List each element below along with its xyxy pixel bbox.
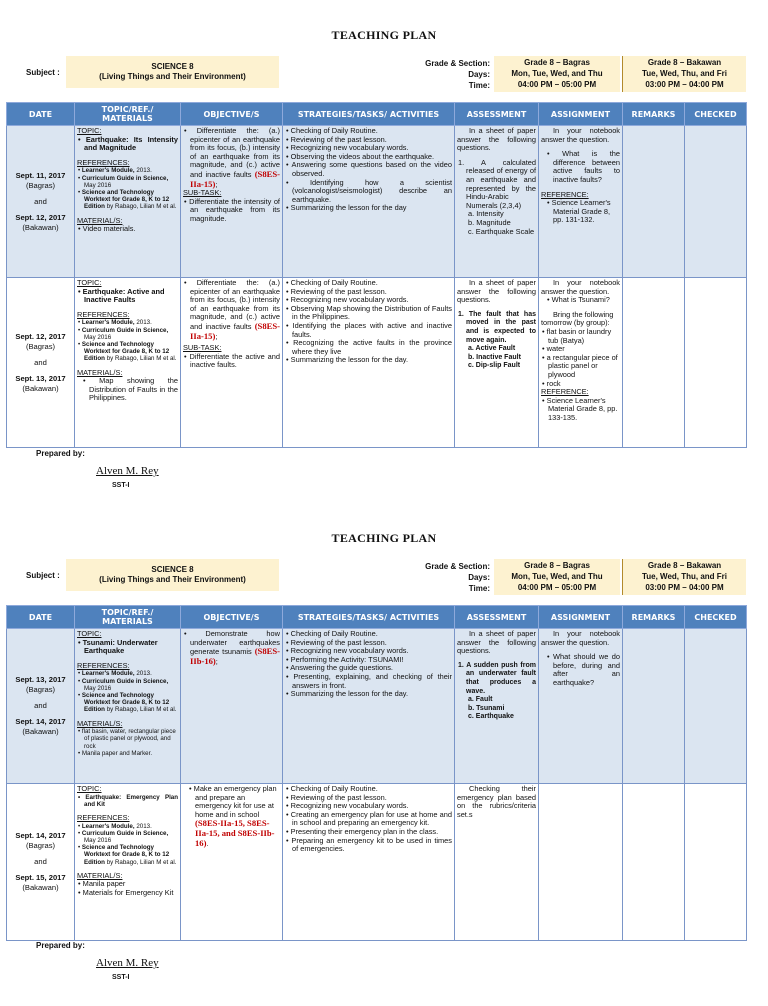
assessment-intro: Checking their emergency plan based on the rubrics/criteria set.s [457,784,536,819]
table-row [7,629,747,784]
assignment-intro: In your notebook answer the question. [541,278,620,296]
date-start: Sept. 13, 2017 [15,675,66,684]
assessment-question: 1. The fault that has moved in the past and is expected to move again. [458,310,536,344]
bagras-schedule [494,559,620,595]
header-date: DATE [7,606,75,629]
assessment-question: 1. A sudden push from an underwater fault that produces a wave. [458,661,536,695]
grade-section-label: Grade & Section: [425,562,490,571]
date-end: Sept. 13, 2017 [15,373,66,383]
grade-section-labels [400,58,490,91]
header-topic: TOPIC/REF./ MATERIALS [75,606,181,629]
plan-table [6,102,747,448]
checked-cell [685,784,747,941]
bagras-grade: Grade 8 – Bagras [524,58,590,67]
assignment-cell [539,278,623,448]
references-label: REFERENCES: [77,660,130,670]
subtask-text: • Differentiate the intensity of an earthquake from its magnitude. [183,198,280,224]
date-and: and [34,196,47,206]
reference-item: • Learner's Module, 2013. [77,670,178,677]
date-start: Sept. 12, 2017 [15,331,66,341]
assessment-intro: In a sheet of paper answer the following questions. [457,278,536,305]
strategy-item: • Identifying the places with active and inactive faults. [285,322,452,339]
reference-item: • Learner's Module, 2013. [77,823,178,830]
preparer-name: Alven M. Rey [96,957,159,969]
header-checked: CHECKED [685,606,747,629]
assignment-reference-label: REFERENCE: [541,387,589,397]
reference-item: • Curriculum Guide in Science, May 2016 [77,830,178,844]
strategy-item: • Creating an emergency plan for use at home and in school and preparing an emergency kit. [285,811,452,828]
strategy-item: • Answering the guide questions. [285,664,452,673]
page-title: TEACHING PLAN [331,531,437,545]
topic-title: • Earthquake: Active and Inactive Faults [77,288,178,305]
assessment-option: a. Intensity [468,209,504,219]
assessment-option: a. Active Fault [468,345,516,353]
checked-cell [685,278,747,448]
subject-name: SCIENCE 8 [151,565,194,574]
header-objectives: OBJECTIVE/S [181,606,283,629]
bakawan-grade: Grade 8 – Bakawan [647,561,722,570]
strategies-cell [283,629,455,784]
assignment-item: • What should we do before, during and after an earthquake? [541,653,620,687]
header-strategies: STRATEGIES/TASKS/ ACTIVITIES [283,103,455,126]
materials-label: MATERIAL/S: [77,718,123,728]
table-header-row [7,103,747,126]
assessment-cell [455,278,539,448]
strategy-item: • Preparing an emergency kit to be used in times of emergencies. [285,837,452,854]
plan-table [6,605,747,941]
date-cell [7,629,75,784]
strategies-cell [283,784,455,941]
bagras-time: 04:00 PM – 05:00 PM [517,80,597,89]
strategy-item: • Checking of Daily Routine. [285,279,452,288]
header-remarks: REMARKS [623,606,685,629]
checked-cell [685,629,747,784]
assessment-option: a. Fault [468,696,493,704]
objective-cell [181,126,283,278]
subject-name: SCIENCE 8 [151,62,194,71]
header-date: DATE [7,103,75,126]
subject-label: Subject : [26,571,60,580]
material-item: • Manila paper [77,880,178,889]
header-assignment: ASSIGNMENT [539,606,623,629]
bakawan-time: 03:00 PM – 04:00 PM [645,80,724,89]
section-start: (Bagras) [25,341,56,351]
strategy-item: • Recognizing new vocabulary words. [285,647,452,656]
topic-cell [75,278,181,448]
subtask-label: SUB-TASK: [183,343,222,353]
topic-cell [75,784,181,941]
date-and: and [34,357,47,367]
objective-text: • Differentiate the: (a.) epicenter of an earthquake from its focus, (b.) intensity of an earthquake from its magnitude, and (c.) active and inactive faults (S8ES-IIa-15); [183,279,280,341]
materials-label: MATERIAL/S: [77,215,123,225]
date-end: Sept. 15, 2017 [15,873,66,882]
days-label: Days: [468,70,490,79]
strategies-cell [283,126,455,278]
strategy-item: • Checking of Daily Routine. [285,127,452,136]
objective-text: • Demonstrate how underwater earthquakes generate tsunamis (S8ES-IIb-16); [183,630,280,666]
references-label: REFERENCES: [77,813,130,822]
subtask-text: • Differentiate the active and inactive faults. [183,353,280,370]
bakawan-days: Tue, Wed, Thu, and Fri [641,69,728,78]
assessment-intro: In a sheet of paper answer the following questions. [457,629,536,656]
strategy-item: • Summarizing the lesson for the day. [285,356,452,365]
header-strategies: STRATEGIES/TASKS/ ACTIVITIES [283,606,455,629]
remarks-cell [623,784,685,941]
strategy-item: • Observing the videos about the earthquake. [285,153,452,162]
days-label: Days: [468,573,490,582]
remarks-cell [623,278,685,448]
assignment-item: • What is the difference between active faults to inactive faults? [541,150,620,184]
grade-section-labels [400,561,490,594]
topic-cell [75,126,181,278]
references-label: REFERENCES: [77,309,130,319]
assignment-bring-item: • rock [541,380,620,389]
objective-text: • Make an emergency plan and prepare an emergency kit for use at home and in school (S8ES-IIa-15, S8ES-IIa-15, and S8ES-IIb-16). [183,785,280,848]
assignment-intro: In your notebook answer the question. [541,126,620,144]
strategy-item: • Reviewing of the past lesson. [285,136,452,145]
reference-item: • Learner's Module, 2013. [77,319,178,326]
strategy-item: • Observing Map showing the Distribution of Faults in the Philippines. [285,305,452,322]
header-assignment: ASSIGNMENT [539,103,623,126]
page-title: TEACHING PLAN [331,28,437,42]
bagras-grade: Grade 8 – Bagras [524,561,590,570]
competency-code: (S8ES-IIa-15) [190,168,280,189]
assessment-cell [455,629,539,784]
objective-cell [181,278,283,448]
reference-item: • Curriculum Guide in Science, May 2016 [77,175,178,189]
assessment-option: c. Earthquake Scale [468,226,535,236]
grade-section-label: Grade & Section: [425,59,490,68]
material-item: • Map showing the Distribution of Faults in the Philippines. [77,377,178,403]
section-end: (Bakawan) [22,727,59,736]
preparer-role: SST-I [112,974,130,981]
topic-label: TOPIC: [77,629,102,638]
header-assessment: ASSESSMENT [455,606,539,629]
assessment-cell [455,784,539,941]
table-row [7,126,747,278]
table-header-row [7,606,747,629]
assessment-cell [455,126,539,278]
header-topic: TOPIC/REF./ MATERIALS [75,103,181,126]
strategy-item: • Checking of Daily Routine. [285,630,452,639]
topic-label: TOPIC: [77,784,102,793]
assessment-option: c. Earthquake [468,713,514,721]
topic-label: TOPIC: [77,126,102,135]
strategy-item: • Performing the Activity: TSUNAMI! [285,656,452,665]
competency-code: (S8ES-IIb-16) [190,646,280,666]
header-assessment: ASSESSMENT [455,103,539,126]
bakawan-schedule [622,56,746,92]
bakawan-schedule [622,559,746,595]
topic-cell [75,629,181,784]
header-objectives: OBJECTIVE/S [181,103,283,126]
reference-item: • Learner's Module, 2013. [77,167,178,174]
header-checked: CHECKED [685,103,747,126]
strategy-item: • Summarizing the lesson for the day. [285,690,452,699]
assignment-cell [539,784,623,941]
section-end: (Bakawan) [22,222,59,232]
reference-item: • Curriculum Guide in Science, May 2016 [77,327,178,341]
bakawan-time: 03:00 PM – 04:00 PM [645,583,724,592]
bagras-days: Mon, Tue, Wed, and Thu [511,69,603,78]
strategy-item: • Reviewing of the past lesson. [285,288,452,297]
material-item: • Video materials. [77,225,178,234]
bakawan-grade: Grade 8 – Bakawan [647,58,722,67]
bagras-days: Mon, Tue, Wed, and Thu [511,572,603,581]
topic-title: • Earthquake: Its Intensity and Magnitude [77,136,178,153]
reference-item: • Science and Technology Worktext for Grade 8, K to 12 Edition by Rabago, Lilian M et al. [77,844,178,866]
topic-title: • Earthquake: Emergency Plan and Kit [77,794,178,808]
checked-cell [685,126,747,278]
assignment-intro: In your notebook answer the question. [541,629,620,647]
strategy-item: • Summarizing the lesson for the day [285,204,452,213]
section-start: (Bagras) [25,180,56,190]
reference-item: • Science and Technology Worktext for Grade 8, K to 12 Edition by Rabago, Lilian M et al. [77,189,178,211]
assessment-intro: In a sheet of paper answer the following questions. [457,126,536,153]
section-start: (Bagras) [25,685,56,694]
date-cell [7,784,75,941]
section-end: (Bakawan) [22,883,59,892]
assignment-cell [539,126,623,278]
materials-label: MATERIAL/S: [77,870,123,880]
assignment-item: • What is Tsunami? [541,296,620,305]
strategy-item: • Reviewing of the past lesson. [285,794,452,803]
date-and: and [34,701,47,710]
assessment-option: b. Inactive Fault [468,353,521,361]
strategies-cell [283,278,455,448]
assessment-option: b. Tsunami [468,704,505,712]
reference-item: • Science and Technology Worktext for Grade 8, K to 12 Edition by Rabago, Lilian M et al. [77,341,178,363]
subject-label: Subject : [26,68,60,77]
prepared-by-label: Prepared by: [36,941,85,950]
bagras-schedule [494,56,620,92]
date-start: Sept. 14, 2017 [15,831,66,840]
strategy-item: • Presenting, explaining, and checking of their answers in front. [285,673,452,690]
strategy-item: • Recognizing new vocabulary words. [285,296,452,305]
assignment-reference: • Science Learner's Material Grade 8, pp. 133-135. [541,397,620,423]
preparer-role: SST-I [112,482,130,489]
preparer-name: Alven M. Rey [96,465,159,477]
strategy-item: • Answering some questions based on the video observed. [285,161,452,178]
date-start: Sept. 11, 2017 [15,170,66,180]
material-item: • flat basin, water, rectangular piece of plastic panel or plywood, and rock [77,728,178,750]
section-start: (Bagras) [25,841,56,850]
competency-code: (S8ES-IIa-15, S8ES-IIa-15, and S8ES-IIb-16) [195,818,275,848]
assessment-option: b. Magnitude [468,217,511,227]
subject-box [66,559,279,591]
table-row [7,278,747,448]
subject-box [66,56,279,88]
assignment-bring-item: • water [541,345,620,354]
date-and: and [34,857,47,866]
strategy-item: • Checking of Daily Routine. [285,785,452,794]
date-end: Sept. 12, 2017 [15,212,66,222]
strategy-item: • Recognizing new vocabulary words. [285,144,452,153]
subtask-label: SUB-TASK: [183,188,222,198]
objective-cell [181,784,283,941]
competency-code: (S8ES-IIa-15) [190,320,280,341]
reference-item: • Science and Technology Worktext for Grade 8, K to 12 Edition by Rabago, Lilian M et al. [77,692,178,714]
reference-item: • Curriculum Guide in Science, May 2016 [77,678,178,692]
remarks-cell [623,629,685,784]
assignment-reference-label: REFERENCE: [541,189,589,199]
section-end: (Bakawan) [22,383,59,393]
header-remarks: REMARKS [623,103,685,126]
material-item: • Manila paper and Marker. [77,750,178,757]
remarks-cell [623,126,685,278]
topic-label: TOPIC: [77,278,102,287]
time-label: Time: [468,81,490,90]
strategy-item: • Recognizing the active faults in the province where they live [285,339,452,356]
assignment-bring-intro: Bring the following tomorrow (by group): [541,309,614,328]
assignment-reference: • Science Learner's Material Grade 8, pp. 131-132. [541,199,620,225]
assignment-bring-item: • a rectangular piece of plastic panel or plywood [541,354,620,380]
subject-description: (Living Things and Their Environment) [99,72,246,81]
teaching-plan-page-2 [0,503,768,1006]
assignment-bring-item: • flat basin or laundry tub (Batya) [541,328,620,345]
objective-text: • Differentiate the: (a.) epicenter of an earthquake from its focus, (b.) intensity of an earthquake from its magnitude, and (c.) active and inactive faults (S8ES-IIa-15); [183,127,280,189]
strategy-item: • Reviewing of the past lesson. [285,639,452,648]
subject-description: (Living Things and Their Environment) [99,575,246,584]
strategy-item: • Recognizing new vocabulary words. [285,802,452,811]
materials-label: MATERIAL/S: [77,367,123,377]
strategy-item: • Presenting their emergency plan in the class. [285,828,452,837]
date-cell [7,278,75,448]
bakawan-days: Tue, Wed, Thu, and Fri [641,572,728,581]
table-row [7,784,747,941]
references-label: REFERENCES: [77,157,130,167]
assessment-option: c. Dip-slip Fault [468,362,521,370]
bagras-time: 04:00 PM – 05:00 PM [517,583,597,592]
date-end: Sept. 14, 2017 [15,717,66,726]
assignment-cell [539,629,623,784]
material-item: • Materials for Emergency Kit [77,889,178,898]
prepared-by-label: Prepared by: [36,449,85,458]
time-label: Time: [468,584,490,593]
objective-cell [181,629,283,784]
assessment-question: 1. A calculated released of energy of an earthquake and represented by the Hindu-Arabic Numerals (2,3,4) [458,157,536,210]
topic-title: • Tsunami: Underwater Earthquake [77,639,178,656]
date-cell [7,126,75,278]
strategy-item: • Identifying how a scientist (volcanologist/seismologist) describe an earthquake. [285,179,452,205]
